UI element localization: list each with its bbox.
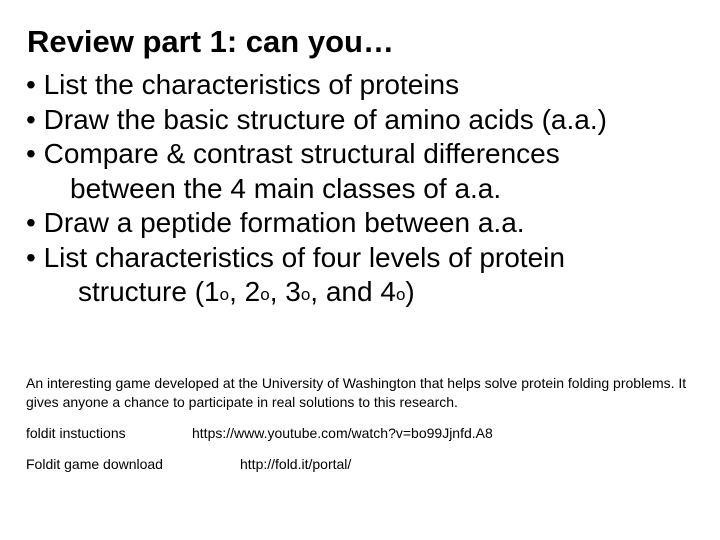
bullet-item [26,68,607,103]
foldit-portal-link[interactable]: http://fold.it/portal/ [240,456,352,472]
degree-superscript: o [260,285,270,304]
link-row [26,456,352,472]
bullet-marker: • [26,103,36,135]
structure-sep: , 2 [229,276,261,307]
structure-sep: , and 4 [310,276,396,307]
bullet-text: List the characteristics of proteins [43,69,460,100]
bullet-text: List characteristics of four levels of protein [43,241,565,273]
degree-superscript: o [395,285,406,304]
bullet-item [26,241,607,313]
degree-superscript: o [219,285,230,304]
link-label: foldit instuctions [26,425,126,441]
structure-prefix: structure (1 [78,276,220,307]
bullet-marker: • [26,69,36,100]
bullet-list [26,68,607,313]
bullet-marker: • [26,207,36,238]
structure-sep: , 3 [269,276,301,307]
bullet-item [26,137,607,206]
bullet-marker: • [26,138,36,169]
structure-close: ) [405,276,415,307]
link-label: Foldit game download [26,456,163,472]
foldit-description: An interesting game developed at the University of Washington that helps solve protein folding problems. It gives anyone a chance to participate in real solutions to this research. [26,375,687,410]
degree-superscript: o [300,285,311,304]
link-row [26,425,493,441]
bullet-text-continuation [26,275,607,313]
bullet-text: Draw the basic structure of amino acids (a.a.) [43,103,607,135]
slide-title: Review part 1: can you… [27,24,394,59]
bullet-item [26,206,607,241]
bullet-marker: • [26,241,36,273]
youtube-link[interactable]: https://www.youtube.com/watch?v=bo99Jjnfd.A8 [192,425,493,441]
bullet-text: Compare & contrast structural differences [43,138,560,169]
bullet-text-continuation: between the 4 main classes of a.a. [70,172,502,204]
bullet-item [26,103,607,138]
bullet-text: Draw a peptide formation between a.a. [43,207,525,238]
